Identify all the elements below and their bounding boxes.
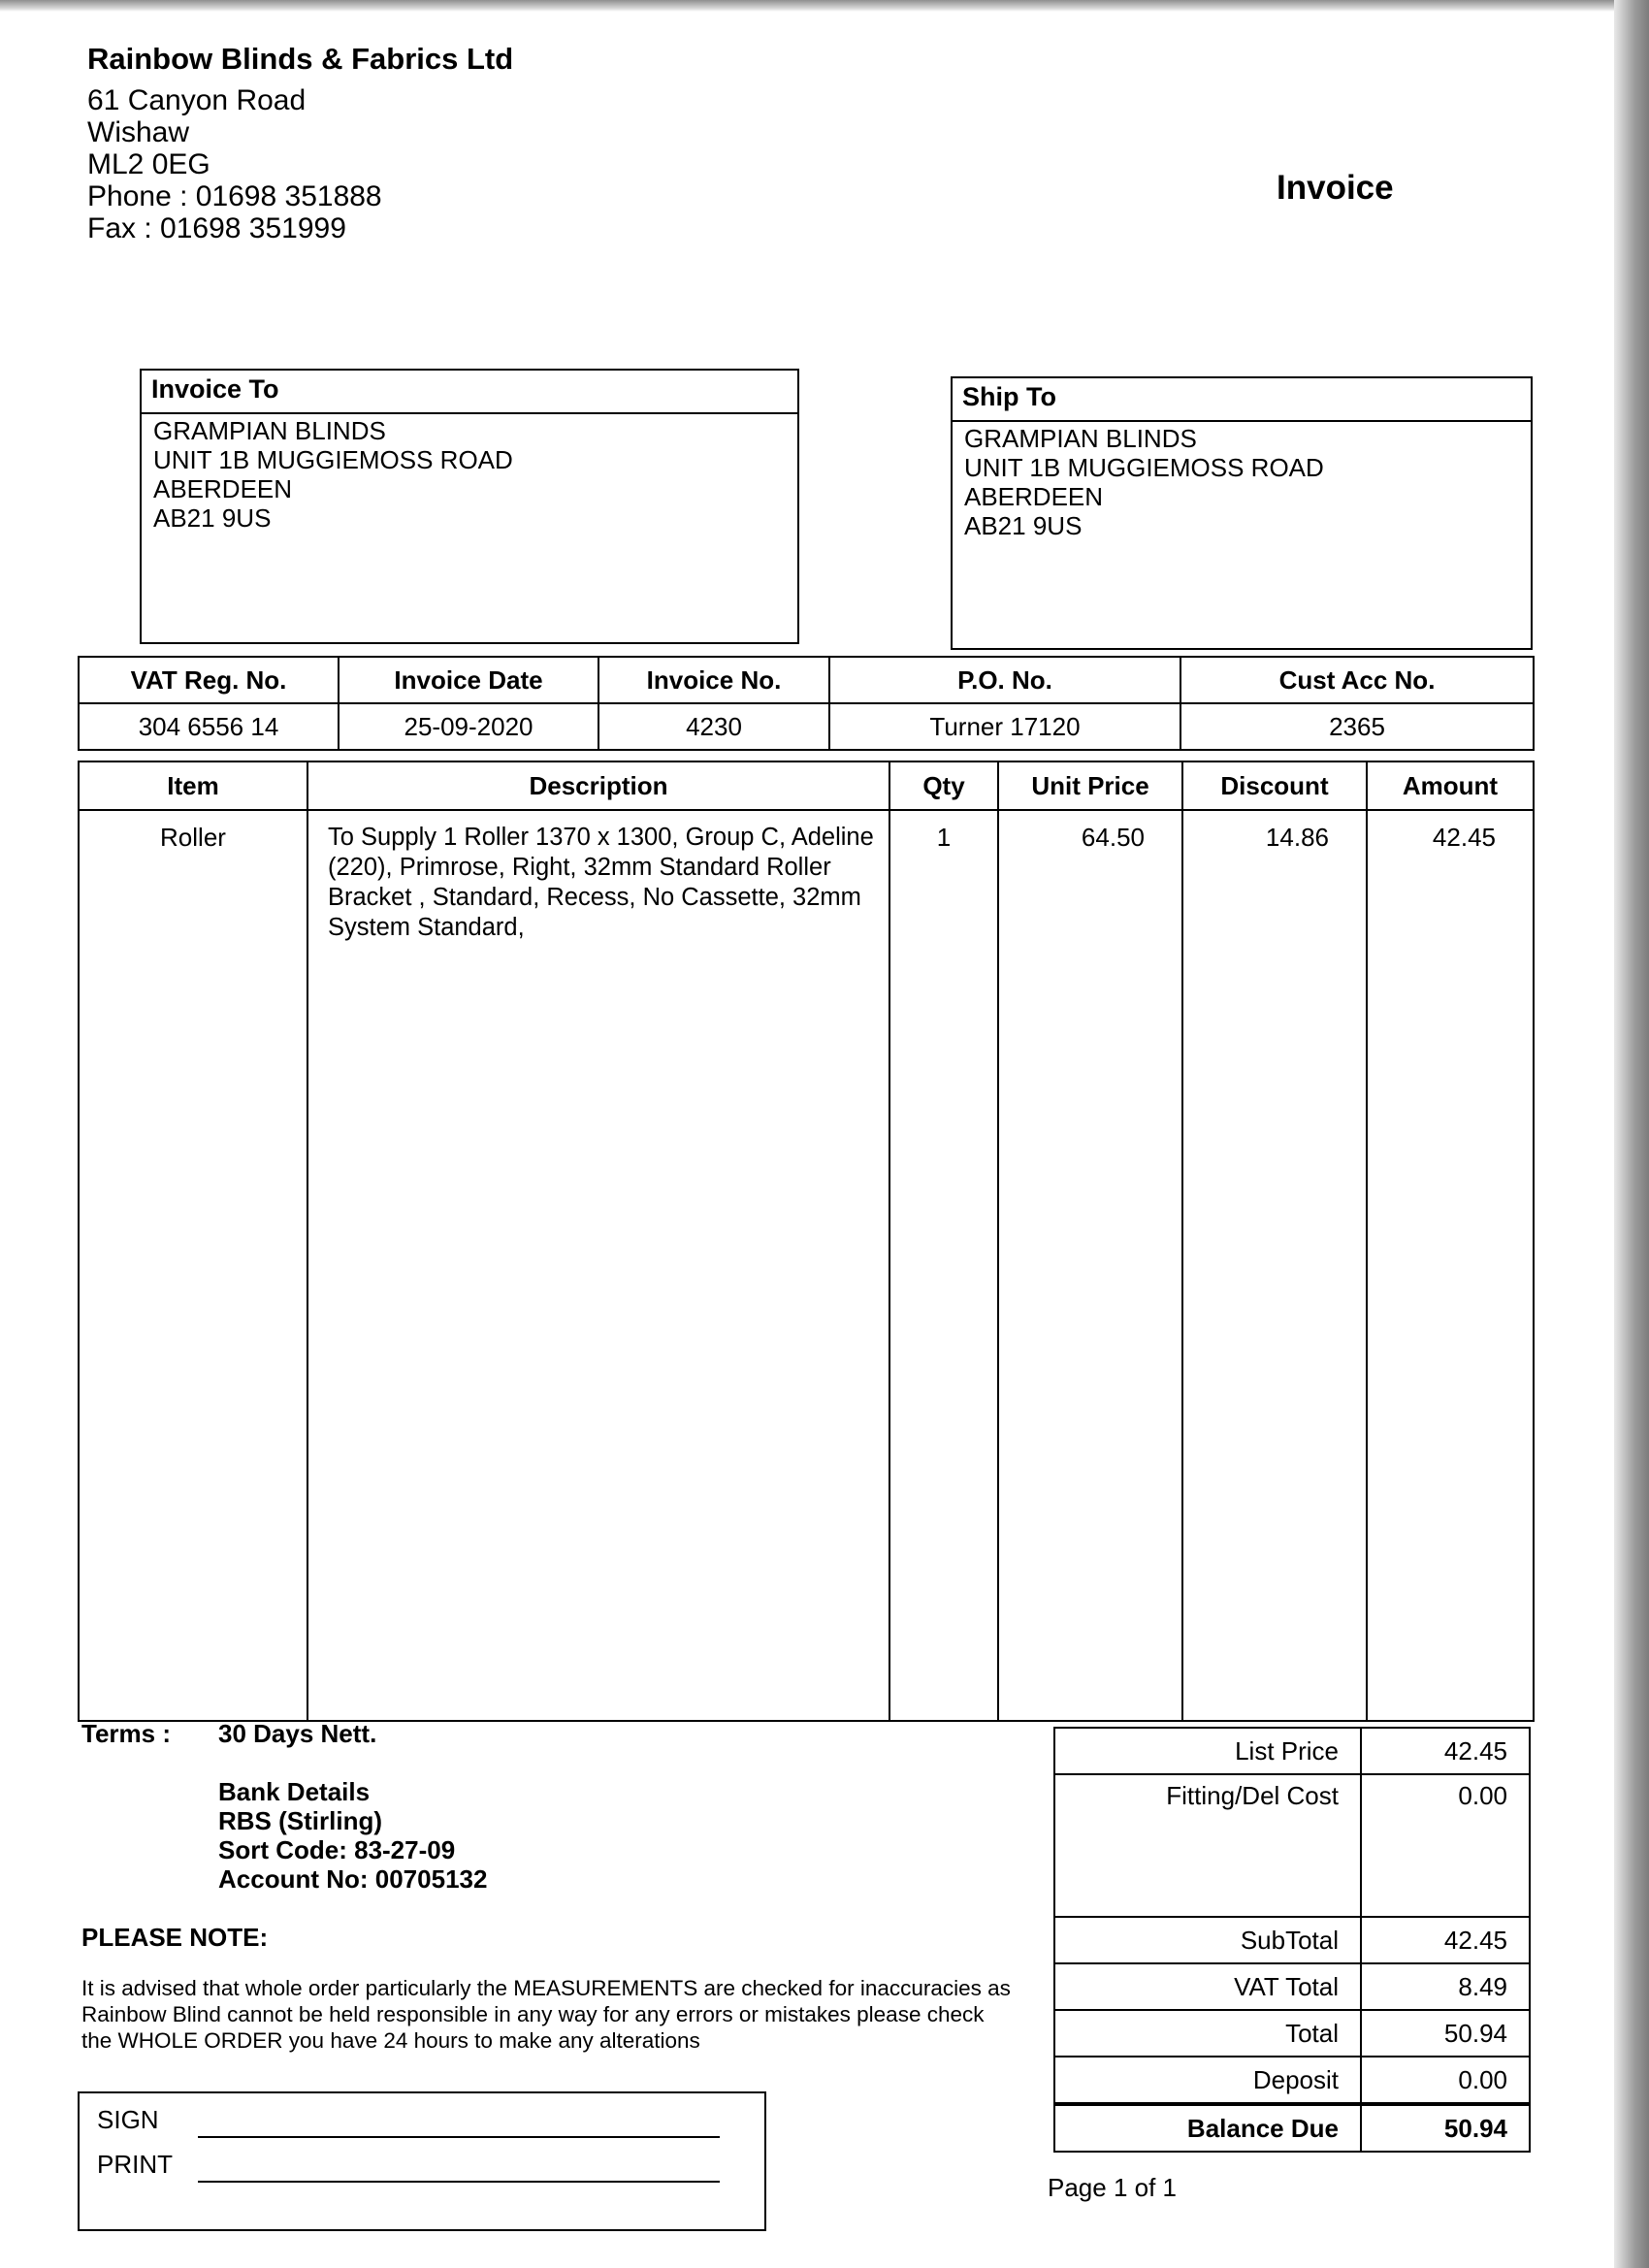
description-header: Description (307, 761, 889, 810)
reference-value-row (79, 703, 1534, 750)
fitting-cost-value: 0.00 (1361, 1774, 1530, 1917)
total-value: 50.94 (1361, 2010, 1530, 2057)
balance-due-label: Balance Due (1054, 2104, 1361, 2152)
totals-table (1053, 1727, 1531, 2153)
scan-edge-right (1614, 0, 1649, 2268)
bank-details-heading: Bank Details (218, 1777, 371, 1806)
scan-edge-top (0, 0, 1649, 12)
sign-label: SIGN (97, 2105, 159, 2134)
qty-cell: 1 (889, 810, 998, 1721)
reference-table (78, 656, 1535, 751)
qty-header: Qty (889, 761, 998, 810)
print-line[interactable] (198, 2181, 720, 2183)
reference-header-row (79, 657, 1534, 703)
discount-header: Discount (1182, 761, 1367, 810)
document-title: Invoice (1277, 169, 1394, 207)
invoice-to-heading: Invoice To (142, 371, 797, 414)
balance-due-value: 50.94 (1361, 2104, 1530, 2152)
deposit-label: Deposit (1054, 2057, 1361, 2104)
vat-total-value: 8.49 (1361, 1963, 1530, 2010)
terms-value: 30 Days Nett. (218, 1719, 377, 1748)
subtotal-label: SubTotal (1054, 1917, 1361, 1963)
unit-price-cell: 64.50 (998, 810, 1182, 1721)
print-label: PRINT (97, 2150, 173, 2179)
company-fax: Fax : 01698 351999 (87, 212, 346, 244)
company-address-line: ML2 0EG (87, 148, 210, 180)
terms-label: Terms : (81, 1719, 171, 1748)
totals-row (1054, 1774, 1530, 1917)
sort-code: Sort Code: 83-27-09 (218, 1835, 456, 1864)
discount-cell: 14.86 (1182, 810, 1367, 1721)
line-items-table (78, 761, 1535, 1722)
address-line: AB21 9US (153, 503, 272, 533)
deposit-value: 0.00 (1361, 2057, 1530, 2104)
company-address-line: Wishaw (87, 116, 190, 148)
address-line: GRAMPIAN BLINDS (153, 416, 386, 445)
po-no-value: Turner 17120 (829, 703, 1180, 750)
address-line: UNIT 1B MUGGIEMOSS ROAD (153, 445, 513, 474)
sign-line[interactable] (198, 2136, 720, 2138)
invoice-date-header: Invoice Date (339, 657, 598, 703)
amount-cell: 42.45 (1367, 810, 1534, 1721)
amount-header: Amount (1367, 761, 1534, 810)
totals-row (1054, 1728, 1530, 1774)
page-number: Page 1 of 1 (1048, 2173, 1177, 2202)
item-header: Item (79, 761, 307, 810)
invoice-to-box (140, 369, 799, 644)
company-address-line: 61 Canyon Road (87, 84, 307, 116)
total-label: Total (1054, 2010, 1361, 2057)
totals-row (1054, 2057, 1530, 2104)
table-row (79, 810, 1534, 1721)
vat-reg-header: VAT Reg. No. (79, 657, 339, 703)
item-cell: Roller (79, 810, 307, 1721)
company-name: Rainbow Blinds & Fabrics Ltd (87, 42, 514, 76)
ship-to-address (953, 422, 1531, 542)
address-line: GRAMPIAN BLINDS (964, 424, 1197, 453)
totals-row (1054, 1917, 1530, 1963)
invoice-to-address (142, 414, 797, 535)
address-line: AB21 9US (964, 511, 1083, 540)
description-cell: To Supply 1 Roller 1370 x 1300, Group C, Adeline (220), Primrose, Right, 32mm Standard Roller Bracket , Standard, Recess, No Cassette, 32mm System Standard, (307, 810, 889, 1721)
signature-box (78, 2091, 766, 2231)
totals-row (1054, 2104, 1530, 2152)
ship-to-heading: Ship To (953, 378, 1531, 422)
company-block (87, 43, 513, 244)
please-note-text: It is advised that whole order particularly the MEASUREMENTS are checked for inaccuracies as Rainbow Blind cannot be held responsible in any way for any errors or mistakes please check the WHOLE ORDER you have 24 hours to make any alterations (81, 1976, 1011, 2053)
cust-acc-header: Cust Acc No. (1180, 657, 1534, 703)
bank-name: RBS (Stirling) (218, 1806, 382, 1835)
totals-row (1054, 2010, 1530, 2057)
address-line: UNIT 1B MUGGIEMOSS ROAD (964, 453, 1324, 482)
line-items-header-row (79, 761, 1534, 810)
ship-to-box (951, 376, 1533, 650)
list-price-value: 42.45 (1361, 1728, 1530, 1774)
vat-total-label: VAT Total (1054, 1963, 1361, 2010)
po-no-header: P.O. No. (829, 657, 1180, 703)
please-note-heading: PLEASE NOTE: (81, 1923, 269, 1952)
invoice-no-value: 4230 (598, 703, 829, 750)
unit-price-header: Unit Price (998, 761, 1182, 810)
company-phone: Phone : 01698 351888 (87, 180, 382, 212)
account-number: Account No: 00705132 (218, 1864, 488, 1894)
address-line: ABERDEEN (153, 474, 293, 503)
invoice-date-value: 25-09-2020 (339, 703, 598, 750)
invoice-no-header: Invoice No. (598, 657, 829, 703)
totals-row (1054, 1963, 1530, 2010)
address-line: ABERDEEN (964, 482, 1104, 511)
bank-details (218, 1777, 487, 1894)
list-price-label: List Price (1054, 1728, 1361, 1774)
fitting-cost-label: Fitting/Del Cost (1054, 1774, 1361, 1917)
vat-reg-value: 304 6556 14 (79, 703, 339, 750)
cust-acc-value: 2365 (1180, 703, 1534, 750)
subtotal-value: 42.45 (1361, 1917, 1530, 1963)
